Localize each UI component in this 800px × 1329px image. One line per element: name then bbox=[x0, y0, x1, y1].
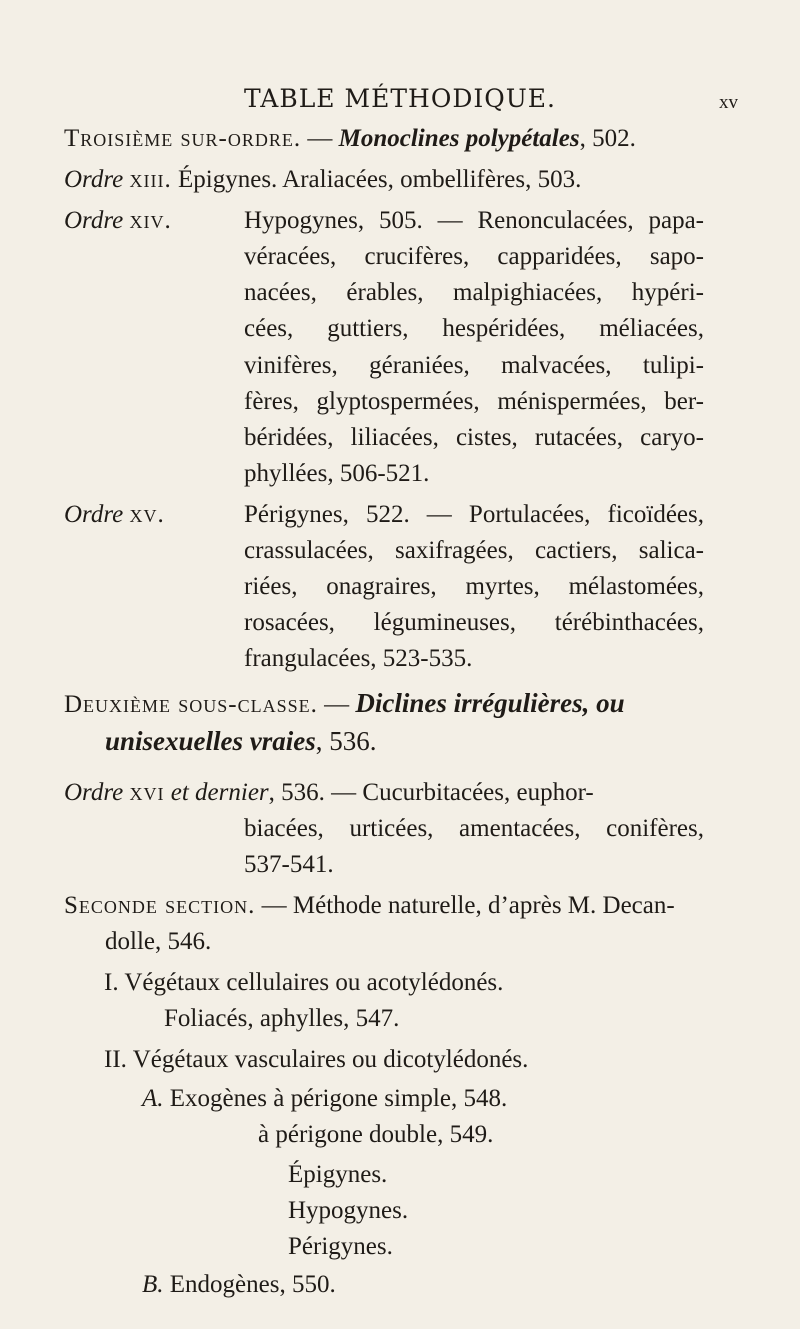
deuxieme-sous-classe-heading bbox=[64, 688, 625, 720]
ordre-label: Ordre bbox=[64, 166, 124, 193]
outline-item-b bbox=[142, 1270, 336, 1300]
outline-text: Exogènes à périgone simple, 548. bbox=[169, 1085, 508, 1112]
section-title-cont: unisexuelles vraies bbox=[105, 726, 316, 756]
ordre-xiii bbox=[64, 165, 581, 195]
ordre-xvi-line: 537-541. bbox=[244, 851, 334, 878]
section-page: , 536. bbox=[315, 726, 377, 756]
ordre-number: xv. bbox=[129, 501, 165, 528]
ordre-xiv-line: véracées, crucifères, capparidées, sapo- bbox=[244, 243, 704, 270]
page-number: xv bbox=[719, 92, 738, 113]
outline-item-i-sub: Foliacés, aphylles, 547. bbox=[164, 1005, 400, 1032]
ordre-label: Ordre bbox=[64, 779, 124, 806]
troisieme-sur-ordre-heading bbox=[64, 124, 636, 154]
ordre-label: Ordre bbox=[64, 207, 124, 234]
outline-item-i: I. Végétaux cellulaires ou acotylédonés. bbox=[104, 969, 504, 996]
ordre-number: xvi bbox=[129, 779, 165, 806]
seconde-section-line: dolle, 546. bbox=[105, 928, 212, 955]
outline-item-a bbox=[142, 1084, 507, 1114]
ordre-xiv-line: Hypogynes, 505. — Renonculacées, papa- bbox=[244, 207, 704, 234]
ordre-xiv-line: cées, guttiers, hespéridées, méliacées, bbox=[244, 315, 704, 342]
section-page: , 502. bbox=[579, 125, 636, 152]
outline-item-ii: II. Végétaux vasculaires ou dicotylédonés. bbox=[104, 1046, 529, 1073]
ordre-xvi-line: , 536. — Cucurbitacées, euphor- bbox=[268, 779, 594, 806]
section-title: Diclines irrégulières, ou bbox=[355, 688, 625, 718]
section-label: Deuxième sous-classe. bbox=[64, 691, 318, 718]
ordre-xv-line: rosacées, légumineuses, térébinthacées, bbox=[244, 609, 704, 636]
outline-letter: B. bbox=[142, 1271, 164, 1298]
outline-epigynes: Épigynes. bbox=[288, 1161, 388, 1188]
ordre-xiv-label bbox=[64, 206, 172, 236]
outline-item-a2: à périgone double, 549. bbox=[258, 1121, 494, 1148]
running-header-title: TABLE MÉTHODIQUE. bbox=[243, 84, 557, 113]
dash: — bbox=[307, 125, 333, 152]
outline-hypogynes: Hypogynes. bbox=[288, 1197, 409, 1224]
dash: — bbox=[324, 691, 350, 718]
outline-perigynes: Périgynes. bbox=[288, 1233, 393, 1260]
ordre-xiv-line: nacées, érables, malpighiacées, hypéri- bbox=[244, 279, 704, 306]
ordre-xiv-line: phyllées, 506-521. bbox=[244, 460, 430, 487]
outline-text: Endogènes, 550. bbox=[169, 1271, 336, 1298]
ordre-text: Épigynes. Araliacées, ombellifères, 503. bbox=[178, 166, 582, 193]
ordre-label: Ordre bbox=[64, 501, 124, 528]
ordre-number: xiii. bbox=[129, 166, 172, 193]
section-text: — Méthode naturelle, d’après M. Decan- bbox=[261, 892, 675, 919]
ordre-xv-label bbox=[64, 500, 165, 530]
ordre-xiv-line: vinifères, géraniées, malvacées, tulipi- bbox=[244, 352, 704, 379]
ordre-number: xiv. bbox=[129, 207, 172, 234]
seconde-section-heading bbox=[64, 891, 675, 921]
ordre-xiv-line: béridées, liliacées, cistes, rutacées, caryo- bbox=[244, 424, 704, 451]
ordre-xv-line: riées, onagraires, myrtes, mélastomées, bbox=[244, 573, 704, 600]
outline-letter: A. bbox=[142, 1085, 164, 1112]
section-label: Troisième sur-ordre. bbox=[64, 125, 302, 152]
ordre-xv-line: crassulacées, saxifragées, cactiers, salica- bbox=[244, 537, 704, 564]
ordre-suffix: et dernier bbox=[170, 779, 269, 806]
ordre-xiv-line: fères, glyptospermées, ménispermées, ber- bbox=[244, 388, 704, 415]
deuxieme-sous-classe-cont bbox=[105, 726, 377, 758]
ordre-xvi-first-line bbox=[64, 778, 594, 808]
ordre-xv-line: Périgynes, 522. — Portulacées, ficoïdées, bbox=[244, 501, 704, 528]
ordre-xvi-line: biacées, urticées, amentacées, conifères, bbox=[244, 815, 704, 842]
section-label: Seconde section. bbox=[64, 892, 256, 919]
section-title: Monoclines polypétales bbox=[338, 125, 580, 152]
ordre-xv-line: frangulacées, 523-535. bbox=[244, 645, 473, 672]
